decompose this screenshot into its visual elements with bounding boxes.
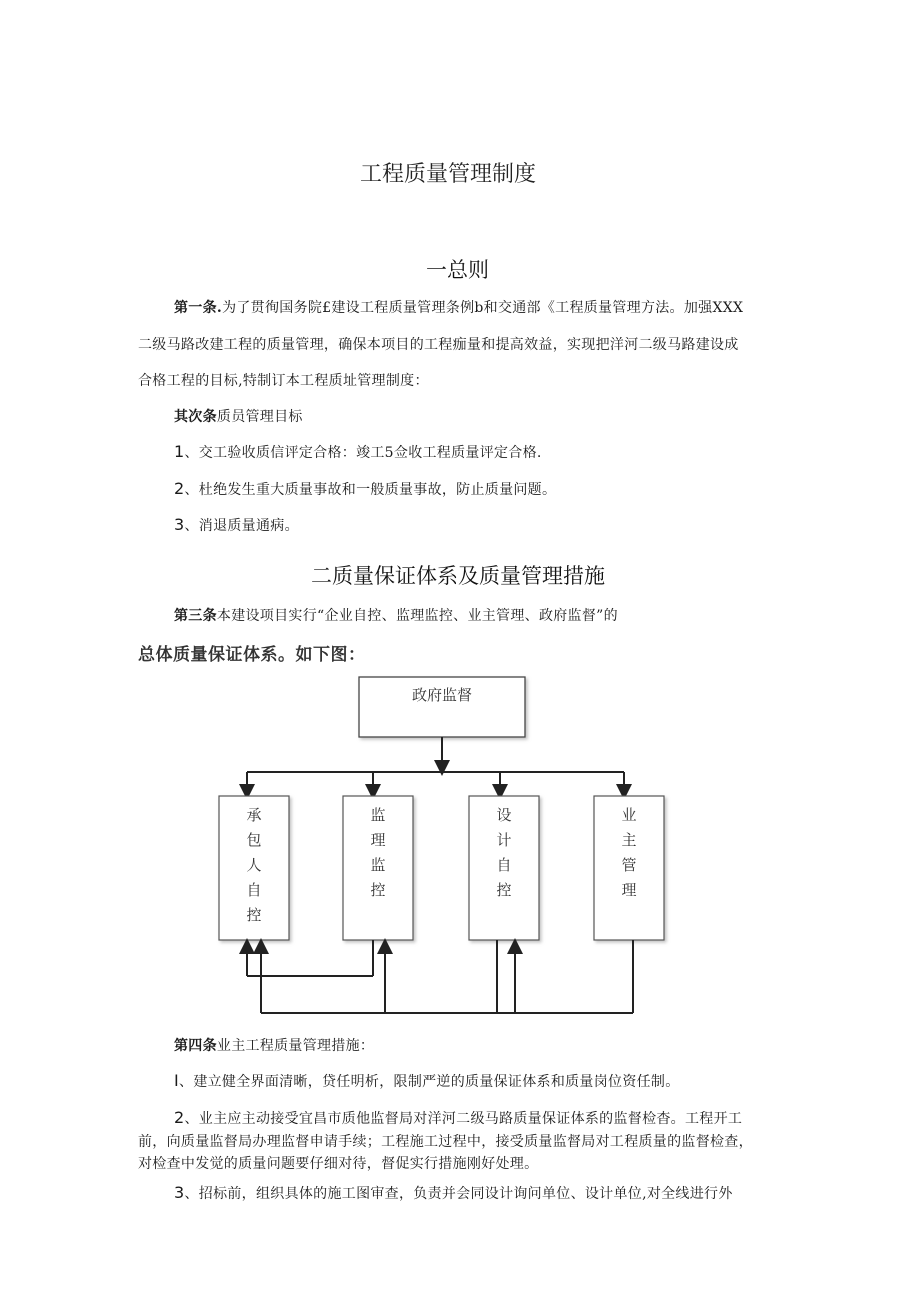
measure-item-2-line-2: 前，向质量监督局办理监督申请手续；工程施工过程中，接受质量监督局对工程质量的监督检查， (138, 1134, 753, 1150)
government-supervision-label: 政府监督 (411, 686, 473, 704)
svg-text:主: 主 (621, 831, 637, 849)
article-1-line-2: 二级马路改建工程的质量管理，确保本项目的工程痂量和提高效益，实现把洋河二级马路建设成 (138, 337, 739, 353)
measure-item-3: 3、招标前，组织具体的施工图审查，负责并会同设计询问单位、设计单位,对全线进行外 (174, 1183, 733, 1202)
article-3-line-2: 总体质量保证体系。如下图： (138, 645, 366, 665)
article-3-label: 第三条 (174, 608, 217, 624)
svg-text:包: 包 (246, 831, 262, 849)
svg-text:监: 监 (370, 856, 386, 874)
article-4-text: 业主工程质量管理措施： (216, 1038, 375, 1054)
document-title: 工程质量管理制度 (360, 162, 537, 187)
goal-item-2: 2、杜绝发生重大质量事故和一般质量事故，防止质量问题。 (174, 479, 557, 498)
article-1-label: 第一条. (174, 300, 223, 316)
measure-item-2-line-1: 2、业主应主动接受宜昌市质他监督局对洋河二级马路质量保证体系的监督检杳。工程开工 (174, 1108, 743, 1127)
article-2-label: 其次条 (174, 409, 217, 425)
goal-item-3: 3、消退质量通病。 (174, 515, 299, 534)
article-1-text-1: 为了贯徇国务院£建设工程质量管理条例b和交通部《工程质量管理方法。加强XXX (222, 300, 744, 316)
article-2-text: 质员管理目标 (216, 409, 303, 425)
svg-text:人: 人 (246, 856, 262, 874)
section-heading-general: 一总则 (426, 258, 489, 282)
svg-text:承: 承 (246, 806, 262, 824)
svg-text:理: 理 (621, 881, 637, 899)
measure-item-2-line-3: 对检查中发觉的质量问题要仔细对待，督促实行措施刚好处理。 (138, 1156, 539, 1172)
article-4 (174, 1035, 374, 1055)
svg-text:理: 理 (370, 831, 386, 849)
section-heading-quality-system: 二质量保证体系及质量管理措施 (311, 564, 605, 588)
article-1-line-3: 合格工程的目标,特制订本工程质址管理制度： (138, 373, 429, 389)
svg-text:自: 自 (246, 881, 262, 899)
svg-text:控: 控 (246, 906, 262, 924)
svg-text:业: 业 (621, 806, 637, 824)
svg-text:管: 管 (621, 856, 637, 874)
svg-text:控: 控 (496, 881, 512, 899)
svg-text:控: 控 (370, 881, 386, 899)
measure-item-1: I、建立健全界面清晰，贷任明析，限制严逆的质量保证体系和质量岗位资任制。 (174, 1071, 680, 1090)
article-4-label: 第四条 (174, 1038, 217, 1054)
svg-text:计: 计 (496, 831, 512, 849)
svg-text:自: 自 (496, 856, 512, 874)
article-3-text: 本建设项目实行“企业自控、监理监控、业主管理、政府监督”的 (216, 608, 618, 624)
svg-text:设: 设 (496, 806, 512, 824)
goal-item-1: 1、交工验收质信评定合格：竣工5佥收工程质量评定合格. (174, 442, 542, 461)
svg-text:监: 监 (370, 806, 386, 824)
